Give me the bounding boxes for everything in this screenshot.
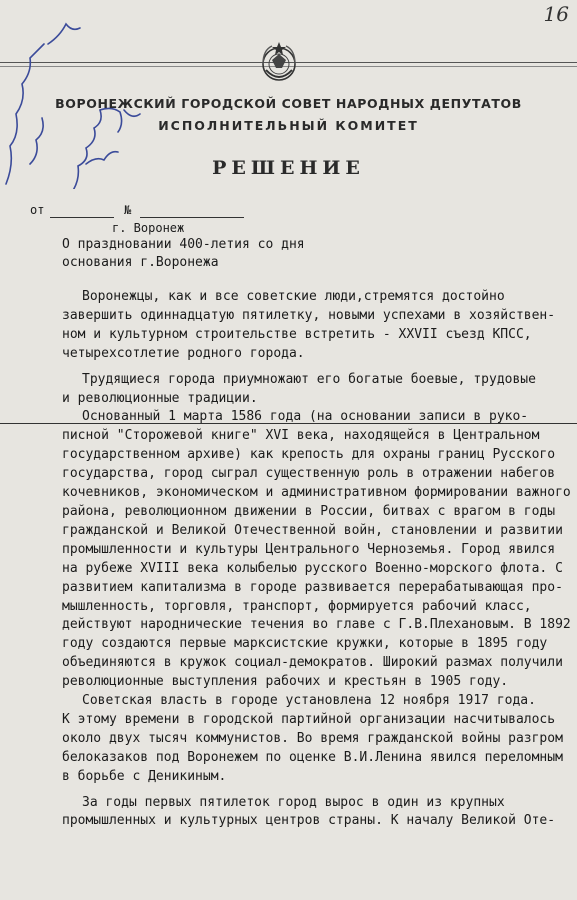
city-label: г. Воронеж bbox=[112, 221, 185, 235]
body-line: развитием капитализма в городе развивается перерабатывающая про- bbox=[62, 579, 563, 595]
body-line: Основанный 1 марта 1586 года (на основании записи в руко- bbox=[82, 409, 529, 425]
coat-of-arms-icon bbox=[258, 40, 300, 86]
body-line: писной "Сторожевой книге" XVI века, находящейся в Центральном bbox=[62, 428, 540, 444]
body-line: на рубеже XVIII века колыбелью русского Военно-морского флота. С bbox=[62, 560, 563, 576]
body-line: промышленности и культуры Центрального Черноземья. Город явился bbox=[62, 541, 556, 557]
body-line: кочевников, экономическом и административном формировании важного bbox=[62, 485, 571, 501]
date-blank bbox=[50, 217, 114, 218]
paragraph-gap bbox=[62, 787, 562, 794]
body-line: К этому времени в городской партийной организации насчитывалось bbox=[62, 711, 556, 727]
subject-block bbox=[62, 236, 305, 272]
subject-line: О праздновании 400-летия со дня bbox=[62, 237, 305, 252]
number-label: № bbox=[124, 203, 132, 217]
number-blank bbox=[140, 217, 244, 218]
body-line: государственном архиве) как крепость для охраны границ Русского bbox=[62, 447, 556, 463]
body-line: действуют народнические течения во главе с Г.В.Плехановым. В 1892 bbox=[62, 617, 571, 633]
subject-line: основания г.Воронежа bbox=[62, 255, 219, 270]
document-type: РЕШЕНИЕ bbox=[212, 157, 365, 179]
paragraph-gap bbox=[62, 364, 562, 371]
body-line: гражданской и Великой Отечественной войн, становлении и развитии bbox=[62, 522, 563, 538]
body-line: около двух тысяч коммунистов. Во время гражданской войны разгром bbox=[62, 730, 563, 746]
body-line: объединяются в кружок социал-демократов. Широкий размах получили bbox=[62, 655, 563, 671]
body-line: и революционные традиции. bbox=[62, 390, 258, 406]
body-line: мышленность, торговля, транспорт, формируется рабочий класс, bbox=[62, 598, 532, 614]
body-line: году создаются первые марксистские кружки, которые в 1895 году bbox=[62, 636, 548, 652]
body-line: района, революционном движении в России, битвах с врагом в годы bbox=[62, 503, 556, 519]
body-line: ном и культурном строительстве встретить - XXVII съезд КПСС, bbox=[62, 326, 532, 342]
body-line: За годы первых пятилеток город вырос в один из крупных bbox=[82, 794, 505, 810]
body-line: Трудящиеся города приумножают его богатые боевые, трудовые bbox=[82, 371, 536, 387]
body-line: Воронежцы, как и все советские люди,стремятся достойно bbox=[82, 289, 505, 304]
body-line: Советская власть в городе установлена 12 ноября 1917 года. bbox=[82, 693, 536, 709]
body-line: промышленных и культурных центров страны. К началу Великой Оте- bbox=[62, 813, 556, 829]
council-title: ВОРОНЕЖСКИЙ ГОРОДСКОЙ СОВЕТ НАРОДНЫХ ДЕПУТАТОВ bbox=[55, 96, 522, 111]
page-number: 16 bbox=[543, 2, 569, 26]
body-line: государства, город сыграл существенную роль в отражении набегов bbox=[62, 466, 556, 482]
body-line: революционные выступления рабочих и крестьян в 1905 году. bbox=[62, 674, 509, 690]
body-line: в борьбе с Деникиным. bbox=[62, 768, 227, 784]
date-label: от bbox=[30, 203, 45, 217]
body-line: четырехсотлетие родного города. bbox=[62, 345, 305, 361]
committee-title: ИСПОЛНИТЕЛЬНЫЙ КОМИТЕТ bbox=[158, 118, 419, 133]
body-line: белоказаков под Воронежем по оценке В.И.Ленина явился переломным bbox=[62, 749, 563, 765]
body-line: завершить одиннадцатую пятилетку, новыми успехами в хозяйствен- bbox=[62, 307, 556, 323]
body-text bbox=[62, 288, 571, 831]
